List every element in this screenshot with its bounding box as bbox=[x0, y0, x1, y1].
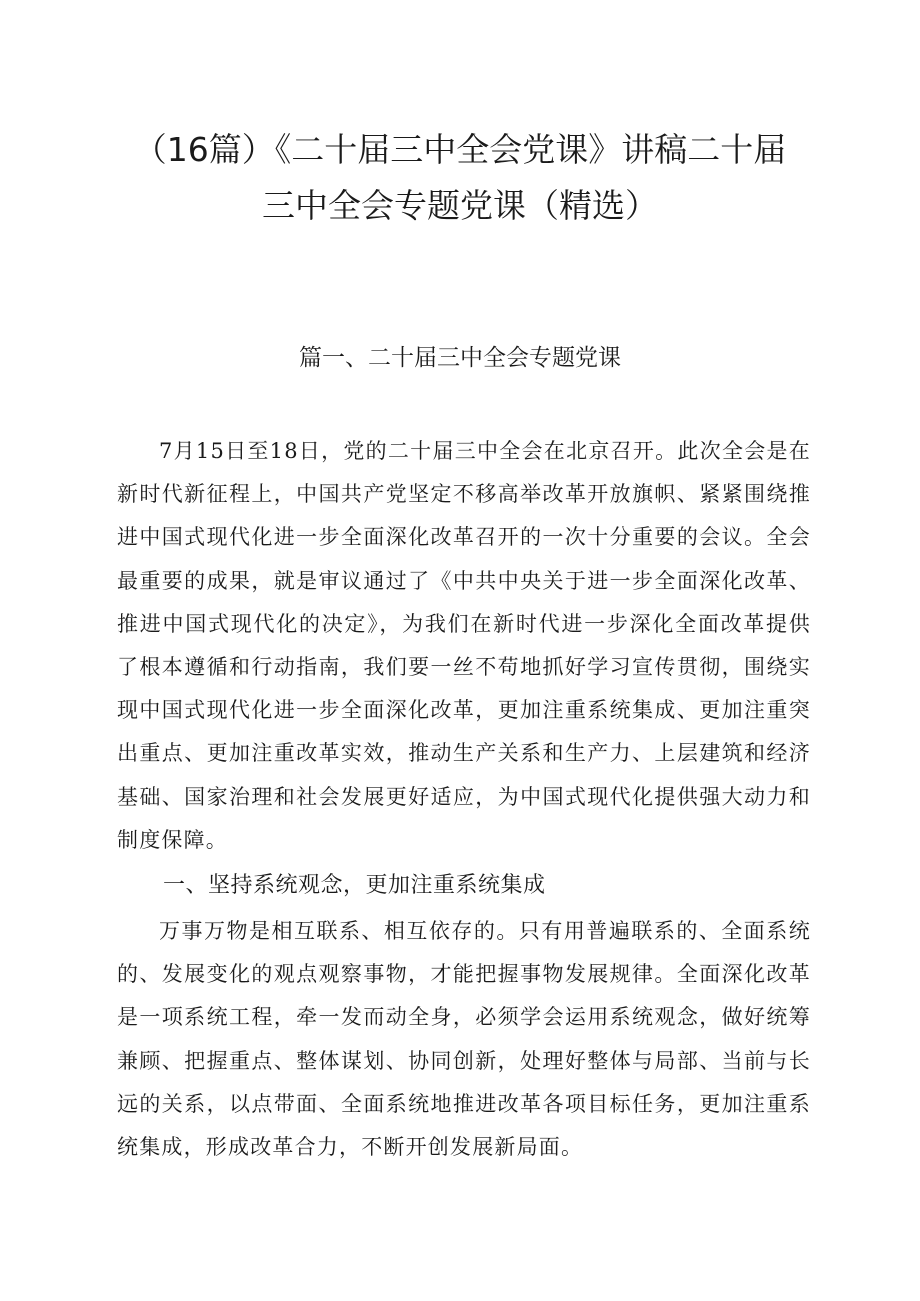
body-paragraph-2: 万事万物是相互联系、相互依存的。只有用普遍联系的、全面系统的、发展变化的观点观察事物，才能把握事物发展规律。全面深化改革是一项系统工程，牵一发而动全身，必须学会运用系统观念，做好统筹兼顾、把握重点、整体谋划、协同创新，处理好整体与局部、当前与长远的关系，以点带面、全面系统地推进改革各项目标任务，更加注重系统集成，形成改革合力，不断开创发展新局面。 bbox=[117, 919, 811, 1160]
document-title bbox=[0, 122, 920, 234]
section-heading: 篇一、二十届三中全会专题党课 bbox=[299, 345, 621, 371]
document-title-line-2: 三中全会专题党课（精选） bbox=[262, 186, 658, 225]
subheading-1: 一、坚持系统观念，更加注重系统集成 bbox=[163, 873, 546, 898]
document-title-line-1: （16篇）《二十届三中全会党课》讲稿二十届 bbox=[133, 130, 787, 169]
body-paragraph-1: 7月15日至18日，党的二十届三中全会在北京召开。此次全会是在新时代新征程上，中国共产党坚定不移高举改革开放旗帜、紧紧围绕推进中国式现代化进一步全面深化改革召开的一次十分重要的会议。全会最重要的成果，就是审议通过了《中共中央关于进一步全面深化改革、推进中国式现代化的决定》，为我们在新时代进一步深化全面改革提供了根本遵循和行动指南，我们要一丝不苟地抓好学习宣传贯彻，围绕实现中国式现代化进一步全面深化改革，更加注重系统集成、更加注重突出重点、更加注重改革实效，推动生产关系和生产力、上层建筑和经济基础、国家治理和社会发展更好适应，为中国式现代化提供强大动力和制度保障。 bbox=[117, 439, 811, 852]
